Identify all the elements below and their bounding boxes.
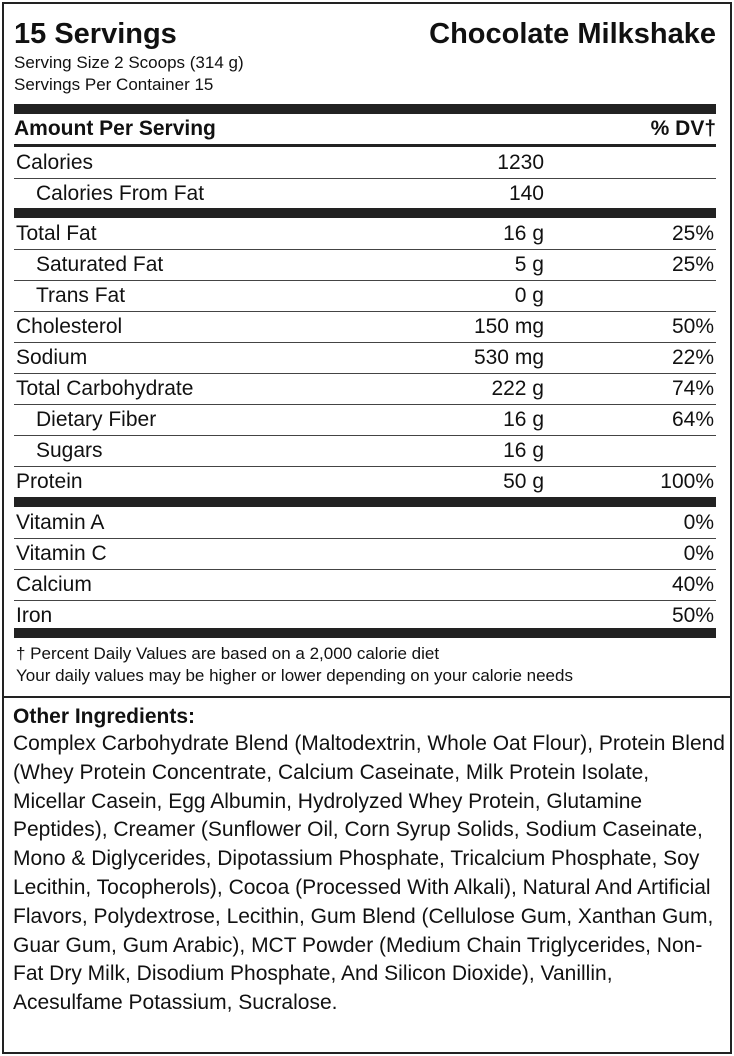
thick-divider: [14, 208, 716, 218]
vitamin-row: [14, 569, 716, 600]
nutrient-row: [14, 373, 716, 404]
nutrient-row: [14, 311, 716, 342]
vitamins-section: [14, 507, 716, 631]
nutrient-name: Calories From Fat: [36, 182, 205, 205]
nutrient-amount: 5 g: [514, 253, 544, 276]
label-header: [14, 16, 716, 96]
nutrient-row: [14, 466, 716, 497]
nutrient-dv: 74%: [671, 377, 714, 400]
serving-size: Serving Size 2 Scoops (314 g): [14, 53, 244, 72]
calories-section: [14, 147, 716, 209]
thick-divider: [14, 628, 716, 638]
nutrient-row: [14, 280, 716, 311]
vitamin-row: [14, 600, 716, 631]
nutrient-amount: 1230: [497, 150, 544, 174]
nutrient-dv: 25%: [671, 221, 714, 245]
nutrient-name: Calories: [16, 150, 94, 174]
servings-title: 15 Servings: [14, 18, 177, 50]
other-ingredients-box: [2, 698, 732, 1054]
daily-value-footnote: [16, 643, 716, 687]
nutrient-amount: 16 g: [503, 439, 544, 462]
thick-divider: [14, 497, 716, 507]
nutrient-row: [14, 342, 716, 373]
nutrient-name: Total Carbohydrate: [16, 377, 194, 400]
thick-divider: [14, 104, 716, 114]
vitamin-name: Iron: [16, 604, 53, 627]
nutrient-row: [14, 249, 716, 280]
nutrient-amount: 50 g: [503, 470, 544, 493]
nutrient-dv: 100%: [660, 470, 714, 493]
vitamin-name: Calcium: [16, 573, 92, 596]
servings-per-container: Servings Per Container 15: [14, 75, 214, 94]
daily-value-header: % DV†: [650, 117, 716, 140]
vitamin-row: [14, 538, 716, 569]
ingredients-text: Complex Carbohydrate Blend (Maltodextrin, Whole Oat Flour), Protein Blend (Whey Protein Concentrate, Calcium Caseinate, Milk Protein Isolate, Micellar Casein, Egg Albumin, Hydrolyzed Whey Protein, Glutamine Peptides), Creamer (Sunflower Oil, Corn Syrup Solids, Sodium Caseinate, Mono & Diglycerides, Dipotassium Phosphate, Tricalcium Phosphate, Soy Lecithin, Tocopherols), Cocoa (Processed With Alkali), Natural And Artificial Flavors, Polydextrose, Lecithin, Gum Blend (Cellulose Gum, Xanthan Gum, Guar Gum, Gum Arabic), MCT Powder (Medium Chain Triglycerides, Non-Fat Dry Milk, Disodium Phosphate, And Silicon Dioxide), Vanillin, Acesulfame Potassium, Sucralose.: [13, 732, 725, 1015]
nutrient-dv: 25%: [671, 253, 714, 276]
nutrient-amount: 140: [508, 182, 544, 205]
footnote-line: Your daily values may be higher or lower depending on your calorie needs: [16, 666, 573, 685]
flavor-title: Chocolate Milkshake: [429, 18, 716, 50]
nutrients-section: [14, 218, 716, 497]
amount-per-serving-row: [14, 114, 716, 144]
vitamin-dv: 40%: [671, 573, 714, 596]
nutrient-amount: 150 mg: [473, 315, 544, 338]
nutrient-name: Saturated Fat: [36, 253, 164, 276]
footnote-line: † Percent Daily Values are based on a 2,000 calorie diet: [16, 644, 440, 663]
nutrient-dv: 22%: [671, 346, 714, 369]
calories-from-fat-row: [14, 178, 716, 209]
nutrient-dv: 64%: [671, 408, 714, 431]
ingredients-title: Other Ingredients:: [13, 705, 196, 728]
header-title-row: [14, 16, 716, 52]
nutrient-amount: 530 mg: [473, 346, 544, 369]
nutrient-dv: 50%: [671, 315, 714, 338]
nutrient-row: [14, 218, 716, 249]
calories-row: [14, 147, 716, 178]
nutrient-amount: 0 g: [514, 284, 544, 307]
nutrient-amount: 16 g: [503, 408, 544, 431]
vitamin-dv: 50%: [671, 604, 714, 627]
nutrient-name: Protein: [16, 470, 83, 493]
nutrient-row: [14, 435, 716, 466]
vitamin-name: Vitamin A: [16, 510, 105, 534]
vitamin-row: [14, 507, 716, 538]
vitamin-dv: 0%: [683, 542, 714, 565]
amount-per-serving-label: Amount Per Serving: [14, 117, 216, 140]
vitamin-name: Vitamin C: [16, 542, 107, 565]
nutrient-name: Cholesterol: [16, 315, 123, 338]
nutrient-amount: 16 g: [503, 221, 544, 245]
vitamin-dv: 0%: [683, 510, 714, 534]
nutrient-name: Total Fat: [16, 221, 97, 245]
nutrient-name: Sodium: [16, 346, 88, 369]
nutrient-name: Sugars: [36, 439, 103, 462]
nutrient-row: [14, 404, 716, 435]
nutrient-name: Trans Fat: [36, 284, 126, 307]
nutrient-name: Dietary Fiber: [36, 408, 157, 431]
nutrient-amount: 222 g: [491, 377, 544, 400]
